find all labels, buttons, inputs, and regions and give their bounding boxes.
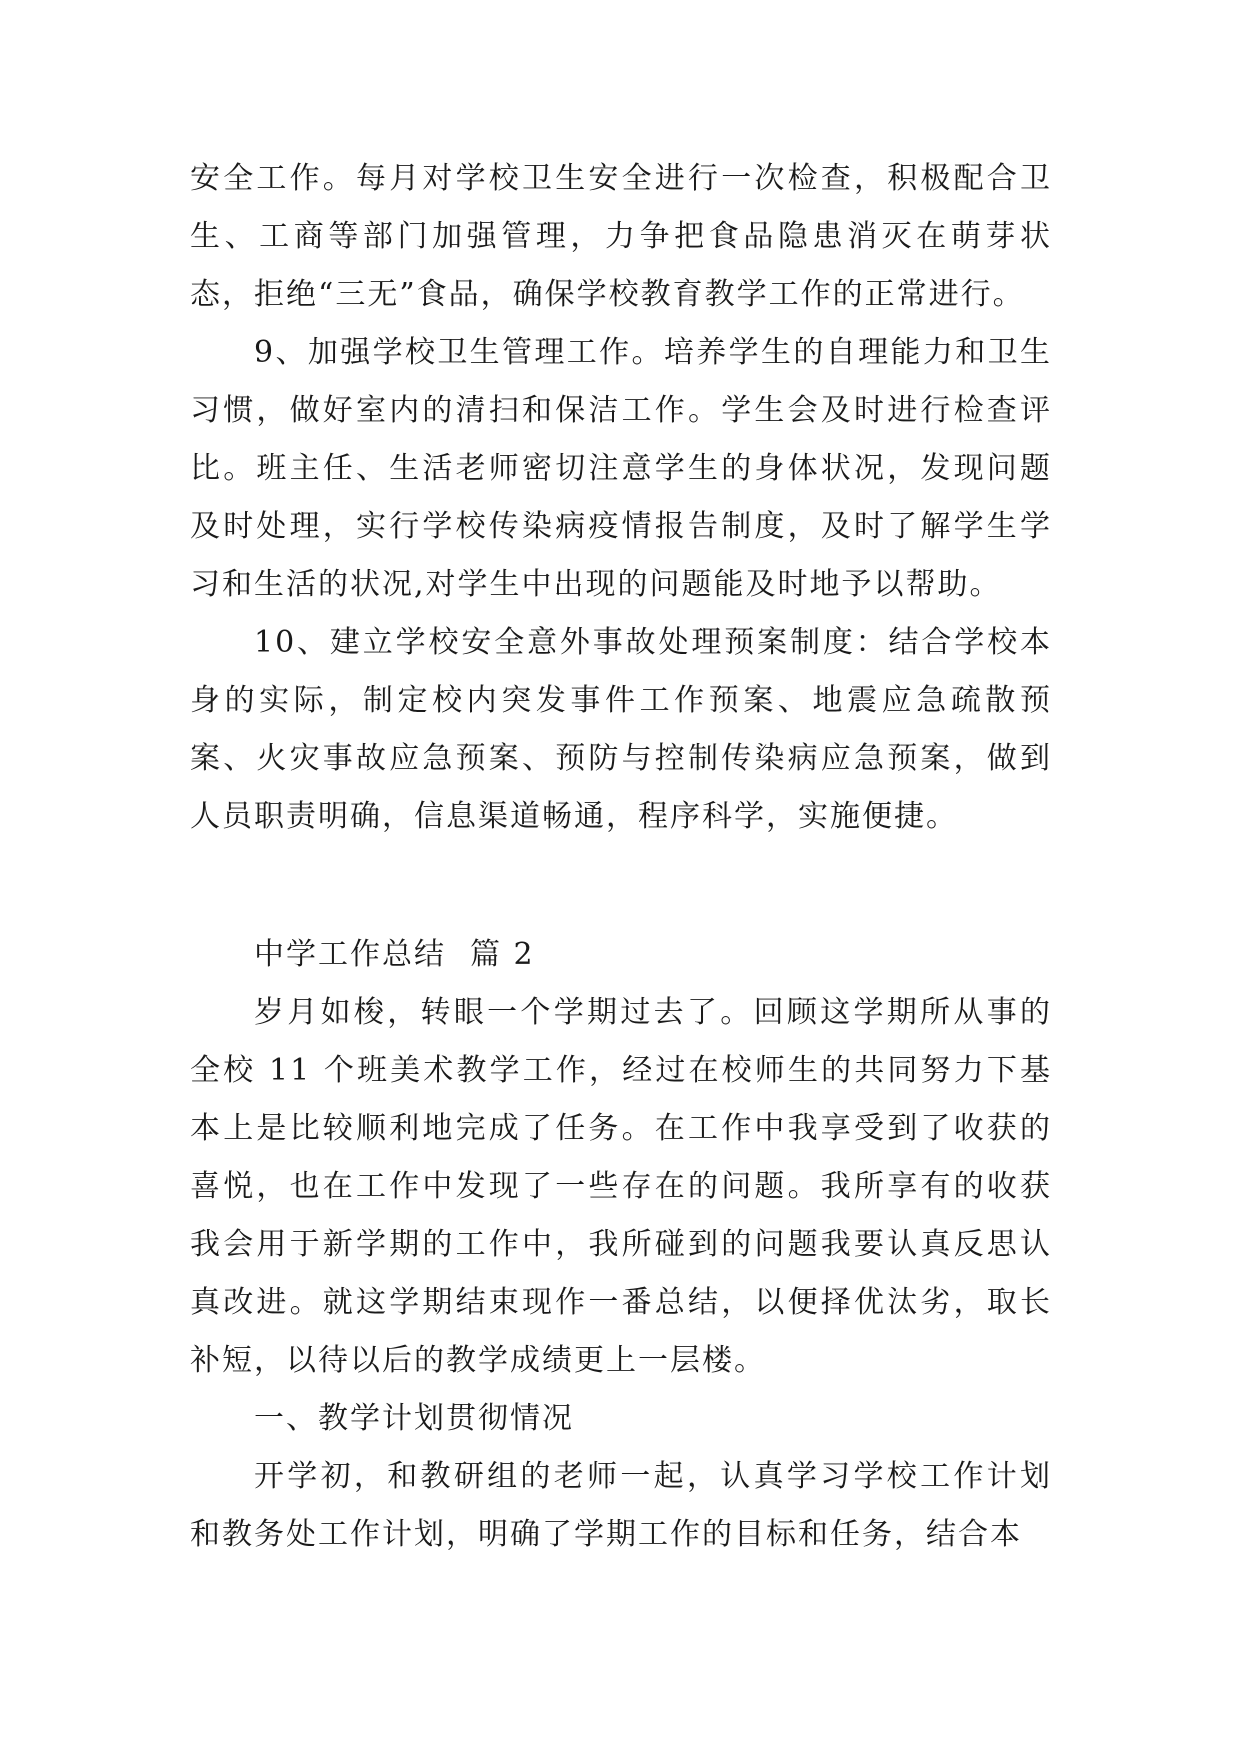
section-spacer	[190, 846, 1052, 926]
section-title: 中学工作总结	[254, 937, 446, 972]
paragraph-item-10: 10、建立学校安全意外事故处理预案制度：结合学校本身的实际，制定校内突发事件工作预案、地震应急疏散预案、火灾事故应急预案、预防与控制传染病应急预案，做到人员职责明确，信息渠道畅通，程序科学，实施便捷。	[190, 625, 1052, 834]
document-body	[190, 150, 1052, 1564]
paragraph-intro: 岁月如梭，转眼一个学期过去了。回顾这学期所从事的全校 11 个班美术教学工作，经过在校师生的共同努力下基本上是比较顺利地完成了任务。在工作中我享受到了收获的喜悦，也在工作中发现了一些存在的问题。我所享有的收获我会用于新学期的工作中，我所碰到的问题我要认真反思认真改进。就这学期结束现作一番总结，以便择优汰劣，取长补短，以待以后的教学成绩更上一层楼。	[190, 995, 1052, 1378]
paragraph-item-9: 9、加强学校卫生管理工作。培养学生的自理能力和卫生习惯，做好室内的清扫和保洁工作。学生会及时进行检查评比。班主任、生活老师密切注意学生的身体状况，发现问题及时处理，实行学校传染病疫情报告制度，及时了解学生学习和生活的状况,对学生中出现的问题能及时地予以帮助。	[190, 335, 1052, 602]
paragraph-continuation: 安全工作。每月对学校卫生安全进行一次检查，积极配合卫生、工商等部门加强管理，力争把食品隐患消灭在萌芽状态，拒绝“三无”食品，确保学校教育教学工作的正常进行。	[190, 161, 1052, 312]
subheading-teaching-plan: 一、教学计划贯彻情况	[254, 1401, 574, 1436]
section-heading	[190, 926, 1052, 984]
paragraph-teaching-plan: 开学初，和教研组的老师一起，认真学习学校工作计划和教务处工作计划，明确了学期工作的目标和任务，结合本	[190, 1459, 1052, 1552]
section-label: 篇 2	[470, 937, 535, 972]
